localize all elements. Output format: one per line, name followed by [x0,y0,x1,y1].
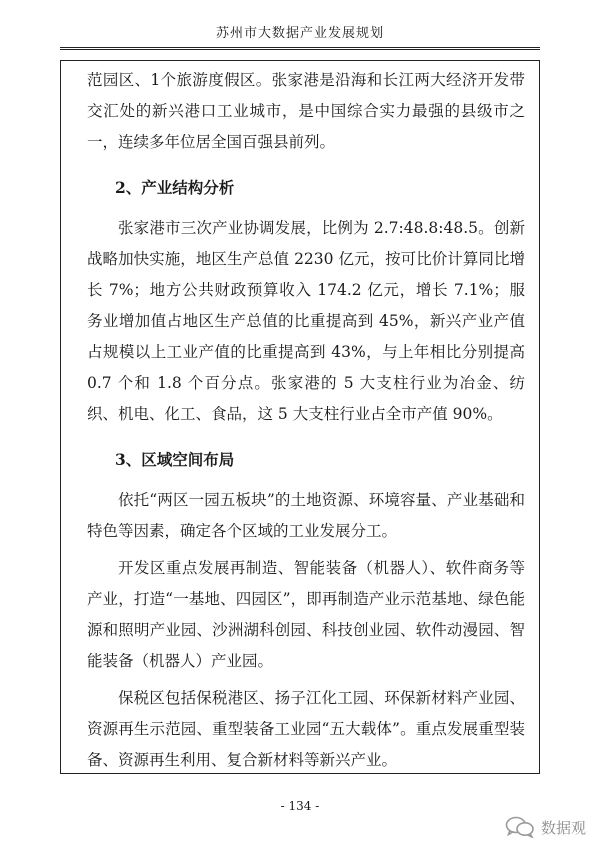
section-heading-2: 2、产业结构分析 [115,178,235,197]
header-title: 苏州市大数据产业发展规划 [215,26,384,41]
watermark [505,816,586,838]
section-heading-3: 3、区域空间布局 [115,450,235,469]
paragraph-3: 依托“两区一园五板块”的土地资源、环境容量、产业基础和特色等因素，确定各个区域的工业发展分工。 [87,491,525,540]
paragraph-4: 开发区重点发展再制造、智能装备（机器人）、软件商务等产业，打造“一基地、四园区”，即再制造产业示范基地、绿色能源和照明产业园、沙洲湖科创园、科技创业园、软件动漫园、智能装备（机器人）产业园。 [87,559,525,670]
page-number: - 134 - [280,799,320,813]
wechat-chat-icon [505,816,535,838]
paragraph-1: 范园区、1个旅游度假区。张家港是沿海和长江两大经济开发带交汇处的新兴港口工业城市，是中国综合实力最强的县级市之一，连续多年位居全国百强县前列。 [87,71,525,151]
content-frame [60,60,540,774]
paragraph-5: 保税区包括保税港区、扬子江化工园、环保新材料产业园、资源再生示范园、重型装备工业园“五大载体”。重点发展重型装备、资源再生利用、复合新材料等新兴产业。 [87,689,525,769]
paragraph-2: 张家港市三次产业协调发展，比例为 2.7:48.8:48.5。创新战略加快实施，地区生产总值 2230 亿元，按可比价计算同比增长 7%；地方公共财政预算收入 174.2 亿元，增长 7.1%；服务业增加值占地区生产总值的比重提高到 45%，新兴产业产值占规模以上工业产值的比重提高到 43%，与上年相比分别提高 0.7 个和 1.8 个百分点。张家港的 5 大支柱行业为冶金、纺织、机电、化工、食品，这 5 大支柱行业占全市产值 90%。 [87,219,525,423]
page-header [60,22,540,50]
watermark-text: 数据观 [540,818,586,837]
